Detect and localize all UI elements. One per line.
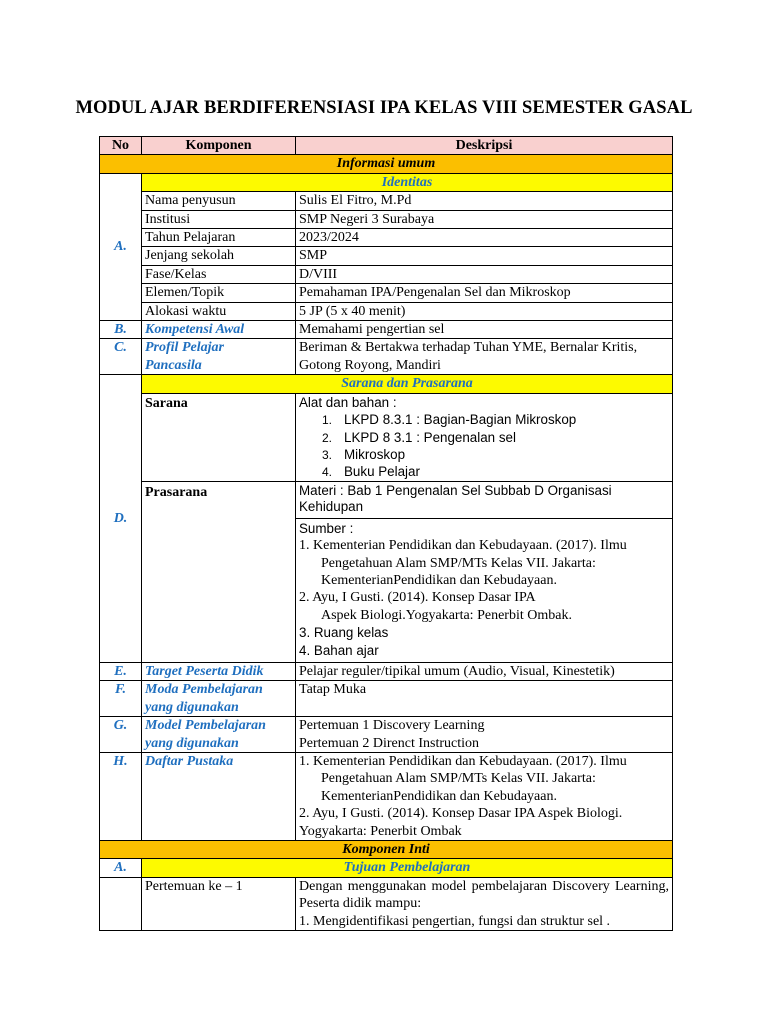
identitas-row [100, 265, 673, 283]
row-moda [100, 681, 673, 717]
pertemuan-item1: 1. Mengidentifikasi pengertian, fungsi dan struktur sel . [299, 913, 611, 929]
header-komponen: Komponen [142, 137, 296, 155]
identitas-label: Elemen/Topik [142, 284, 296, 302]
row-profil-pelajar [100, 339, 673, 375]
identitas-row [100, 247, 673, 265]
target-value: Pelajar reguler/tipikal umum (Audio, Visual, Kinestetik) [296, 662, 673, 680]
prasarana-ref1-line2: Pengetahuan Alam SMP/MTs Kelas VII. Jakarta: [321, 555, 596, 571]
moda-label-line1: Moda Pembelajaran [145, 682, 263, 698]
model-label-line2: yang digunakan [145, 735, 239, 751]
row-pertemuan [100, 877, 673, 930]
sarana-intro: Alat dan bahan : [299, 394, 397, 410]
identitas-label: Tahun Pelajaran [142, 229, 296, 247]
identitas-label: Jenjang sekolah [142, 247, 296, 265]
identitas-value: Pemahaman IPA/Pengenalan Sel dan Mikroskop [296, 284, 673, 302]
kompetensi-awal-value: Memahami pengertian sel [296, 321, 673, 339]
document-title: MODUL AJAR BERDIFERENSIASI IPA KELAS VIII SEMESTER GASAL [75, 98, 693, 118]
row-letter-a: A. [100, 173, 142, 320]
prasarana-ref2-line1: 2. Ayu, I Gusti. (2014). Konsep Dasar IPA [299, 590, 536, 606]
header-no: No [100, 137, 142, 155]
identitas-value: 2023/2024 [296, 229, 673, 247]
prasarana-ref2-line2: Aspek Biologi.Yogyakarta: Penerbit Ombak. [321, 607, 572, 623]
identitas-label: Fase/Kelas [142, 265, 296, 283]
row-letter-a2: A. [100, 859, 142, 877]
model-label-line1: Model Pembelajaran [145, 718, 266, 734]
identitas-value: D/VIII [296, 265, 673, 283]
row-letter-d: D. [100, 375, 142, 663]
identitas-row [100, 229, 673, 247]
header-deskripsi: Deskripsi [296, 137, 673, 155]
moda-label-line2: yang digunakan [145, 699, 239, 715]
list-item: 4. Buku Pelajar [322, 464, 420, 480]
pustaka-ref2-line1: 2. Ayu, I Gusti. (2014). Konsep Dasar IPA Aspek Biologi. [299, 806, 623, 822]
section-komponen-inti: Komponen Inti [100, 841, 673, 859]
identitas-label: Institusi [142, 210, 296, 228]
row-letter-b: B. [100, 321, 142, 339]
section-informasi-umum: Informasi umum [100, 155, 673, 173]
table-header-row [100, 137, 673, 155]
row-letter-e: E. [100, 662, 142, 680]
row-letter-f: F. [100, 681, 142, 717]
list-item: 1. LKPD 8.3.1 : Bagian-Bagian Mikroskop [322, 412, 577, 428]
row-letter-c: C. [100, 339, 142, 375]
identitas-heading: Identitas [381, 174, 433, 190]
sarana-list [299, 411, 669, 481]
model-value-line1: Pertemuan 1 Discovery Learning [299, 718, 485, 734]
target-label: Target Peserta Didik [142, 662, 296, 680]
identitas-label: Alokasi waktu [142, 302, 296, 320]
identitas-value: 5 JP (5 x 40 menit) [296, 302, 673, 320]
sarana-prasarana-heading: Sarana dan Prasarana [341, 376, 473, 392]
identitas-label: Nama penyusun [142, 192, 296, 210]
prasarana-label: Prasarana [142, 481, 296, 662]
row-letter-h: H. [100, 753, 142, 841]
row-sarana [100, 393, 673, 481]
identitas-row [100, 302, 673, 320]
identitas-row [100, 284, 673, 302]
identitas-value: Sulis El Fitro, M.Pd [296, 192, 673, 210]
profil-value: Beriman & Bertakwa terhadap Tuhan YME, Bernalar Kritis, Gotong Royong, Mandiri [296, 339, 673, 375]
prasarana-item4: 4. Bahan ajar [299, 642, 379, 658]
prasarana-ref1-line1: 1. Kementerian Pendidikan dan Kebudayaan. (2017). Ilmu [299, 538, 627, 554]
model-value-line2: Pertemuan 2 Direnct Instruction [299, 735, 480, 751]
pertemuan-label: Pertemuan ke – 1 [142, 877, 296, 930]
pustaka-ref2-line2: Yogyakarta: Penerbit Ombak [299, 823, 462, 839]
prasarana-item3: 3. Ruang kelas [299, 625, 389, 641]
profil-label-line1: Profil Pelajar [145, 340, 224, 356]
list-item: 2. LKPD 8 3.1 : Pengenalan sel [322, 429, 516, 445]
section-sarana-prasarana [100, 375, 673, 393]
sarana-label: Sarana [142, 393, 296, 481]
pustaka-ref1-line1: 1. Kementerian Pendidikan dan Kebudayaan. (2017). Ilmu [299, 754, 627, 769]
identitas-value: SMP Negeri 3 Surabaya [296, 210, 673, 228]
pustaka-ref1-line3: KementerianPendidikan dan Kebudayaan. [321, 788, 557, 804]
identitas-row [100, 192, 673, 210]
kompetensi-awal-label: Kompetensi Awal [142, 321, 296, 339]
profil-label-line2: Pancasila [145, 357, 202, 373]
row-target-peserta [100, 662, 673, 680]
identitas-value: SMP [296, 247, 673, 265]
row-letter-g: G. [100, 717, 142, 753]
pustaka-label: Daftar Pustaka [142, 753, 296, 841]
row-daftar-pustaka [100, 753, 673, 841]
list-item: 3. Mikroskop [322, 446, 406, 462]
row-tujuan [100, 859, 673, 877]
row-kompetensi-awal [100, 321, 673, 339]
pertemuan-intro: Dengan menggunakan model pembelajaran Discovery Learning, Peserta didik mampu: [299, 878, 669, 912]
moda-value: Tatap Muka [296, 681, 673, 717]
pustaka-ref1-line2: Pengetahuan Alam SMP/MTs Kelas VII. Jakarta: [321, 771, 596, 787]
row-model [100, 717, 673, 753]
prasarana-ref1-line3: KementerianPendidikan dan Kebudayaan. [321, 572, 557, 588]
prasarana-materi: Materi : Bab 1 Pengenalan Sel Subbab D Organisasi Kehidupan [299, 482, 612, 514]
row-prasarana [100, 481, 673, 662]
prasarana-sumber: Sumber : [299, 520, 354, 536]
identitas-row [100, 210, 673, 228]
section-identitas [100, 173, 673, 191]
modul-table [99, 136, 673, 931]
tujuan-heading: Tujuan Pembelajaran [142, 859, 673, 877]
